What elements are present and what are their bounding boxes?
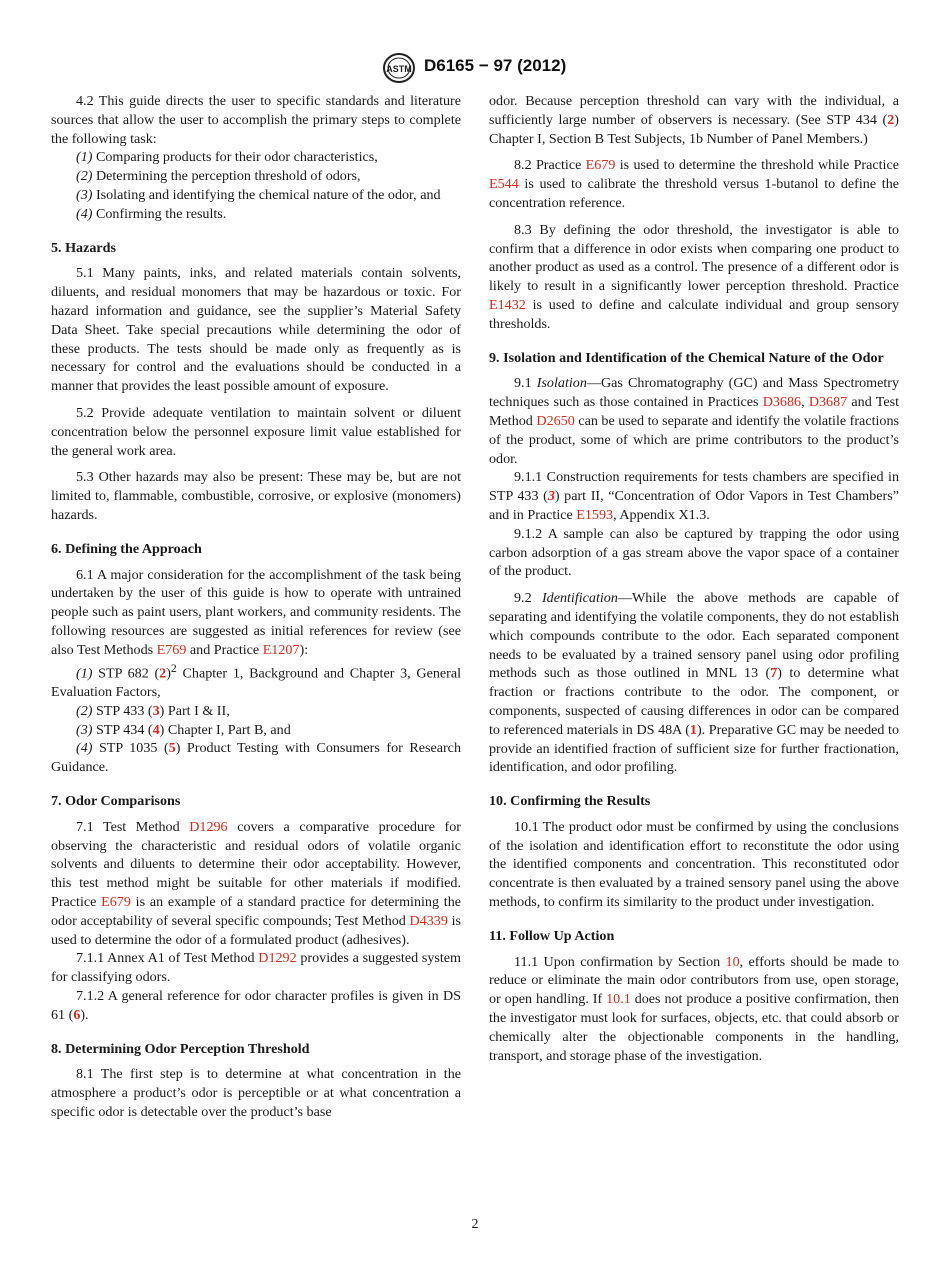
para-5-1: 5.1 Many paints, inks, and related materials contain solvents, diluents, and residual monomers that may be hazardous or toxic. For hazard information and guidance, see the supplier’s Material Safety Data Sheet. Take special precautions while determining the odor of these products. The tests should be made only as frequently as is necessary for control and the evaluations should be conducted in a manner that provides the least possible amount of exposure. xyxy=(51,265,461,395)
para-9-2: 9.2 Identification—While the above methods are capable of separating and identifying the volatile components, they do not establish which compounds contribute to the odor. Each separated component needs to be evaluated by a trained sensory panel using odor profiling methods such as those outlined in MNL 13 (7) to determine what fraction or fractions contribute to the odor. The component, or components, suspected of causing differences in odor can be compared to referenced materials in DS 48A (1). Preparative GC may be needed to provide an identified fraction of sufficient size for further fractionation, identification, and odor profiling. xyxy=(489,590,900,776)
para-10-1: 10.1 The product odor must be confirmed by using the conclusions of the isolation and identification effort to reconstitute the odor using the identified components and concentration. This reconstituted odor concentrate is then evaluated by a trained sensory panel using the above methods, to confirm its similarity to the product under investigation. xyxy=(489,818,899,911)
link-d1296[interactable]: D1296 xyxy=(189,818,228,835)
para-9-1: 9.1 Isolation—Gas Chromatography (GC) and Mass Spectrometry techniques such as those contained in Practices D3686, D3687 and Test Method D2650 can be used to separate and identify the volatile fractions of the product, some of which are prime contributors to the product’s odor. xyxy=(489,375,900,467)
heading-isolation-identification: 9. Isolation and Identification of the Chemical Nature of the Odor xyxy=(489,349,884,366)
resource-item-3: (3) STP 434 (4) Chapter I, Part B, and xyxy=(76,721,291,738)
task-item-1: (1) Comparing products for their odor characteristics, xyxy=(76,149,378,166)
ref-2[interactable]: 2 xyxy=(159,665,167,682)
para-8-3: 8.3 By defining the odor threshold, the investigator is able to confirm that a difference in odor exists when comparing one product to another product as used as a control. The presence of a different odor is likely to result in a significantly lower perception threshold. Practice E1432 is used to define and calculate individual and group sensory thresholds. xyxy=(489,221,899,332)
para-9-1-2: 9.1.2 A sample can also be captured by trapping the odor using carbon adsorption of a gas stream above the vapor space of a container of the product. xyxy=(489,525,899,580)
svg-text:ASTM: ASTM xyxy=(386,64,412,74)
heading-defining-approach: 6. Defining the Approach xyxy=(51,540,202,557)
right-column xyxy=(489,92,899,1065)
para-7-1-1: 7.1.1 Annex A1 of Test Method D1292 provides a suggested system for classifying odors. xyxy=(51,950,462,986)
task-item-3: (3) Isolating and identifying the chemical nature of the odor, and xyxy=(76,186,441,203)
para-7-1-2: 7.1.2 A general reference for odor character profiles is given in DS 61 (6). xyxy=(51,987,461,1023)
ref-5[interactable]: 5 xyxy=(168,740,176,757)
astm-logo-icon xyxy=(381,52,417,84)
left-column xyxy=(51,92,461,1122)
link-d3686[interactable]: D3686 xyxy=(762,394,802,411)
heading-odor-perception-threshold: 8. Determining Odor Perception Threshold xyxy=(51,1040,310,1057)
para-5-3: 5.3 Other hazards may also be present: These may be, but are not limited to, flammable, combustible, corrosive, or explosive (monomers) hazards. xyxy=(51,469,461,523)
para-8-2: 8.2 Practice E679 is used to determine the threshold while Practice E544 is used to calibrate the threshold versus 1-butanol to define the concentration reference. xyxy=(489,157,899,211)
para-4-2: 4.2 This guide directs the user to specific standards and literature sources that allow the user to accomplish the primary steps to complete the following task: xyxy=(51,93,461,147)
ref-7[interactable]: 7 xyxy=(770,665,778,682)
para-6-1: 6.1 A major consideration for the accomplishment of the task being undertaken by the user of this guide is how to operate with untrained people such as paint users, plant workers, and community residents. The following resources are suggested as initial references for review (see also Test Methods E769 and Practice E1207): xyxy=(51,566,461,658)
standard-designation: D6165 − 97 (2012) xyxy=(424,56,567,75)
heading-follow-up-action: 11. Follow Up Action xyxy=(489,927,615,944)
ref-2[interactable]: 2 xyxy=(887,111,895,128)
task-item-2: (2) Determining the perception threshold of odors, xyxy=(76,168,361,185)
ref-1[interactable]: 1 xyxy=(689,721,697,738)
link-d4339[interactable]: D4339 xyxy=(409,912,448,929)
link-section-10-1[interactable]: 10.1 xyxy=(606,991,631,1008)
link-e1207[interactable]: E1207 xyxy=(262,641,300,658)
link-d2650[interactable]: D2650 xyxy=(536,412,575,429)
para-8-1: 8.1 The first step is to determine at what concentration in the atmosphere a product’s odor is perceptible or at what concentration a specific odor is detectable over the product’s base xyxy=(51,1066,461,1120)
resource-item-2: (2) STP 433 (3) Part I & II, xyxy=(76,702,230,719)
link-e769[interactable]: E769 xyxy=(156,641,187,658)
link-d1292[interactable]: D1292 xyxy=(258,950,297,967)
para-5-2: 5.2 Provide adequate ventilation to maintain solvent or diluent concentration below the personnel exposure limit value established for the general work area. xyxy=(51,404,461,459)
ref-4[interactable]: 4 xyxy=(152,721,160,738)
link-section-10[interactable]: 10 xyxy=(725,953,740,970)
resource-item-4: (4) STP 1035 (5) Product Testing with Consumers for Research Guidance. xyxy=(51,740,461,776)
link-e679[interactable]: E679 xyxy=(585,157,616,174)
link-e679[interactable]: E679 xyxy=(101,893,131,910)
heading-confirming-results: 10. Confirming the Results xyxy=(489,793,651,810)
link-d3687[interactable]: D3687 xyxy=(808,394,848,411)
link-e544[interactable]: E544 xyxy=(489,176,519,193)
link-e1593[interactable]: E1593 xyxy=(576,506,614,523)
ref-3[interactable]: 3 xyxy=(152,702,160,719)
link-e1432[interactable]: E1432 xyxy=(489,296,526,313)
heading-odor-comparisons: 7. Odor Comparisons xyxy=(51,792,181,809)
para-9-1-1: 9.1.1 Construction requirements for tests chambers are specified in STP 433 (3) part II, “Concentration of Odor Vapors in Test Chambers” and in Practice E1593, Appendix X1.3. xyxy=(489,469,899,523)
para-7-1: 7.1 Test Method D1296 covers a comparative procedure for observing the characteristic and residual odors of volatile organic solvents and diluents to determine their odor acceptability. However, this test method might be suitable for other materials if modified. Practice E679 is an example of a standard practice for determining the odor acceptability of several specific compounds; Test Method D4339 is used to determine the odor of a formulated product (adhesives). xyxy=(51,818,461,948)
ref-6[interactable]: 6 xyxy=(73,1006,81,1023)
heading-hazards: 5. Hazards xyxy=(51,239,116,256)
page-header xyxy=(0,52,950,86)
task-item-4: (4) Confirming the results. xyxy=(76,205,227,222)
para-8-1-continued: odor. Because perception threshold can vary with the individual, a sufficiently large number of observers is necessary. (See STP 434 (2) Chapter I, Section B Test Subjects, 1b Number of Panel Members.) xyxy=(489,93,899,147)
page-number: 2 xyxy=(471,1217,479,1232)
para-11-1: 11.1 Upon confirmation by Section 10, efforts should be made to reduce or eliminate the main odor contributors from use, open storage, or open handling. If 10.1 does not produce a positive confirmation, then the investigator must look for surfaces, objects, etc. that could absorb or chemically alter the objectionable components in the handling, transport, and storage phase of the investigation. xyxy=(489,953,899,1064)
ref-3[interactable]: 3 xyxy=(547,488,555,505)
resource-item-1: (1) STP 682 $(2)^2$ Chapter 1, Background and Chapter 3, General Evaluation Factors, xyxy=(51,661,461,700)
